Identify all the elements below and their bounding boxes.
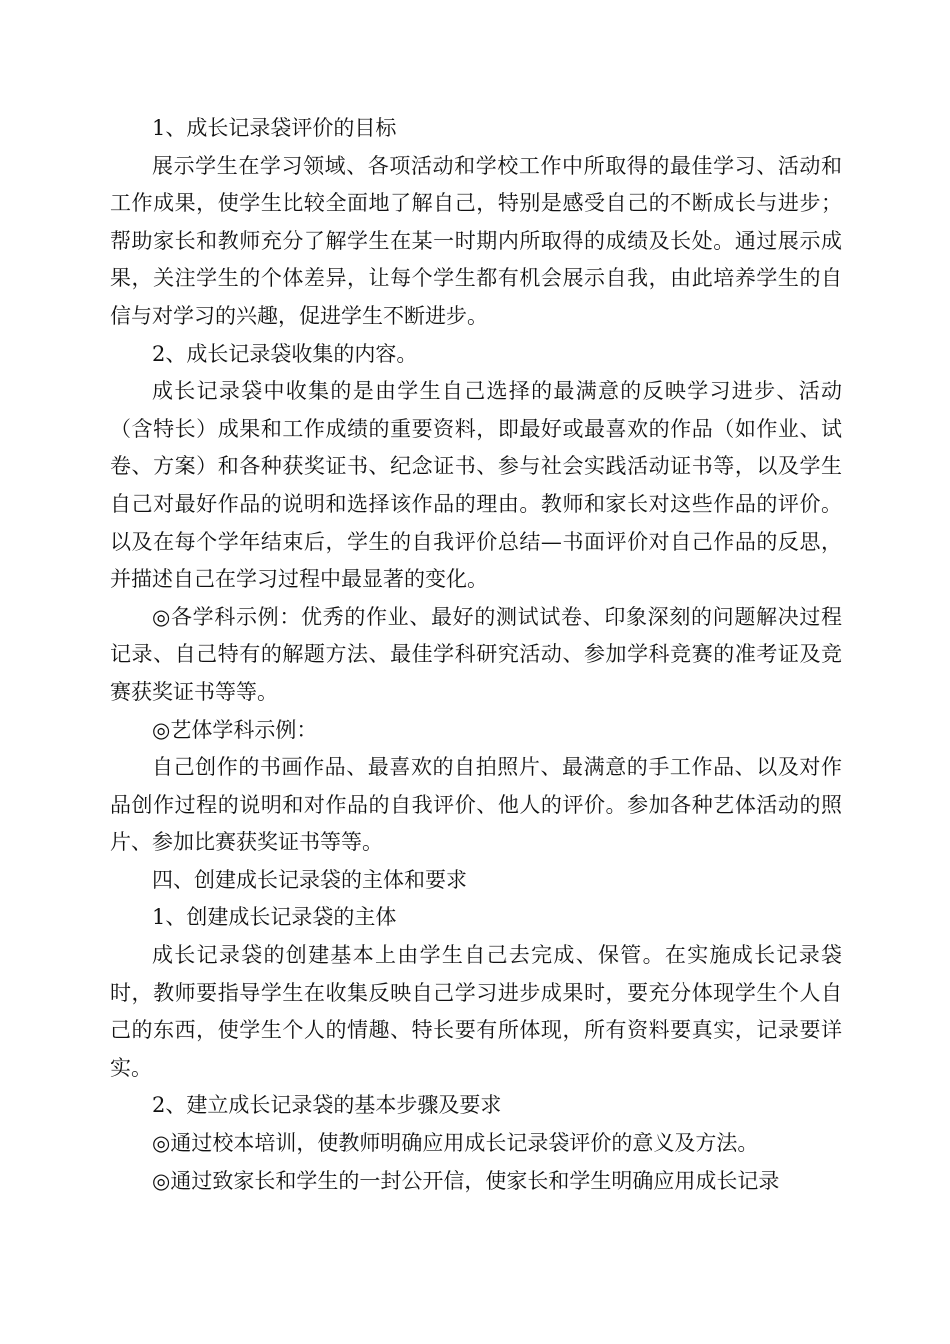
paragraph-step-training: ◎通过校本培训，使教师明确应用成长记录袋评价的意义及方法。 [152, 1131, 759, 1156]
heading-goal: 1、成长记录袋评价的目标 [152, 116, 397, 140]
section-heading-four: 四、创建成长记录袋的主体和要求 [152, 867, 467, 892]
paragraph-creation-body: 成长记录袋的创建基本上由学生自己去完成、保管。在实施成长记录袋时，教师要指导学生在收集反映自己学习进步成果时，要充分体现学生个人自己的东西，使学生个人的情趣、特长要有所体现，所有资料要真实，记录要详实。 [110, 943, 842, 1080]
heading-steps: 2、建立成长记录袋的基本步骤及要求 [152, 1093, 502, 1118]
paragraph-arts-examples-body: 自己创作的书画作品、最喜欢的自拍照片、最满意的手工作品、以及对作品创作过程的说明和对作品的自我评价、他人的评价。参加各种艺体活动的照片、参加比赛获奖证书等等。 [110, 755, 842, 855]
document-page [110, 110, 842, 1200]
heading-content: 2、成长记录袋收集的内容。 [152, 341, 418, 366]
heading-arts-examples: ◎艺体学科示例： [152, 717, 318, 742]
paragraph-subject-examples: ◎各学科示例：优秀的作业、最好的测试试卷、印象深刻的问题解决过程记录、自己特有的解题方法、最佳学科研究活动、参加学科竞赛的准考证及竞赛获奖证书等等。 [110, 604, 842, 704]
heading-subject-of-creation: 1、创建成长记录袋的主体 [152, 905, 397, 930]
paragraph-step-letter: ◎通过致家长和学生的一封公开信，使家长和学生明确应用成长记录 [152, 1168, 780, 1193]
paragraph-goal-body: 展示学生在学习领域、各项活动和学校工作中所取得的最佳学习、活动和工作成果，使学生比较全面地了解自己，特别是感受自己的不断成长与进步；帮助家长和教师充分了解学生在某一时期内所取得的成绩及长处。通过展示成果，关注学生的个体差异，让每个学生都有机会展示自我，由此培养学生的自信与对学习的兴趣，促进学生不断进步。 [110, 153, 842, 328]
paragraph-content-body: 成长记录袋中收集的是由学生自己选择的最满意的反映学习进步、活动（含特长）成果和工作成绩的重要资料，即最好或最喜欢的作品（如作业、试卷、方案）和各种获奖证书、纪念证书、参与社会实践活动证书等，以及学生自己对最好作品的说明和选择该作品的理由。教师和家长对这些作品的评价。以及在每个学年结束后，学生的自我评价总结—书面评价对自己作品的反思，并描述自己在学习过程中最显著的变化。 [110, 379, 842, 592]
